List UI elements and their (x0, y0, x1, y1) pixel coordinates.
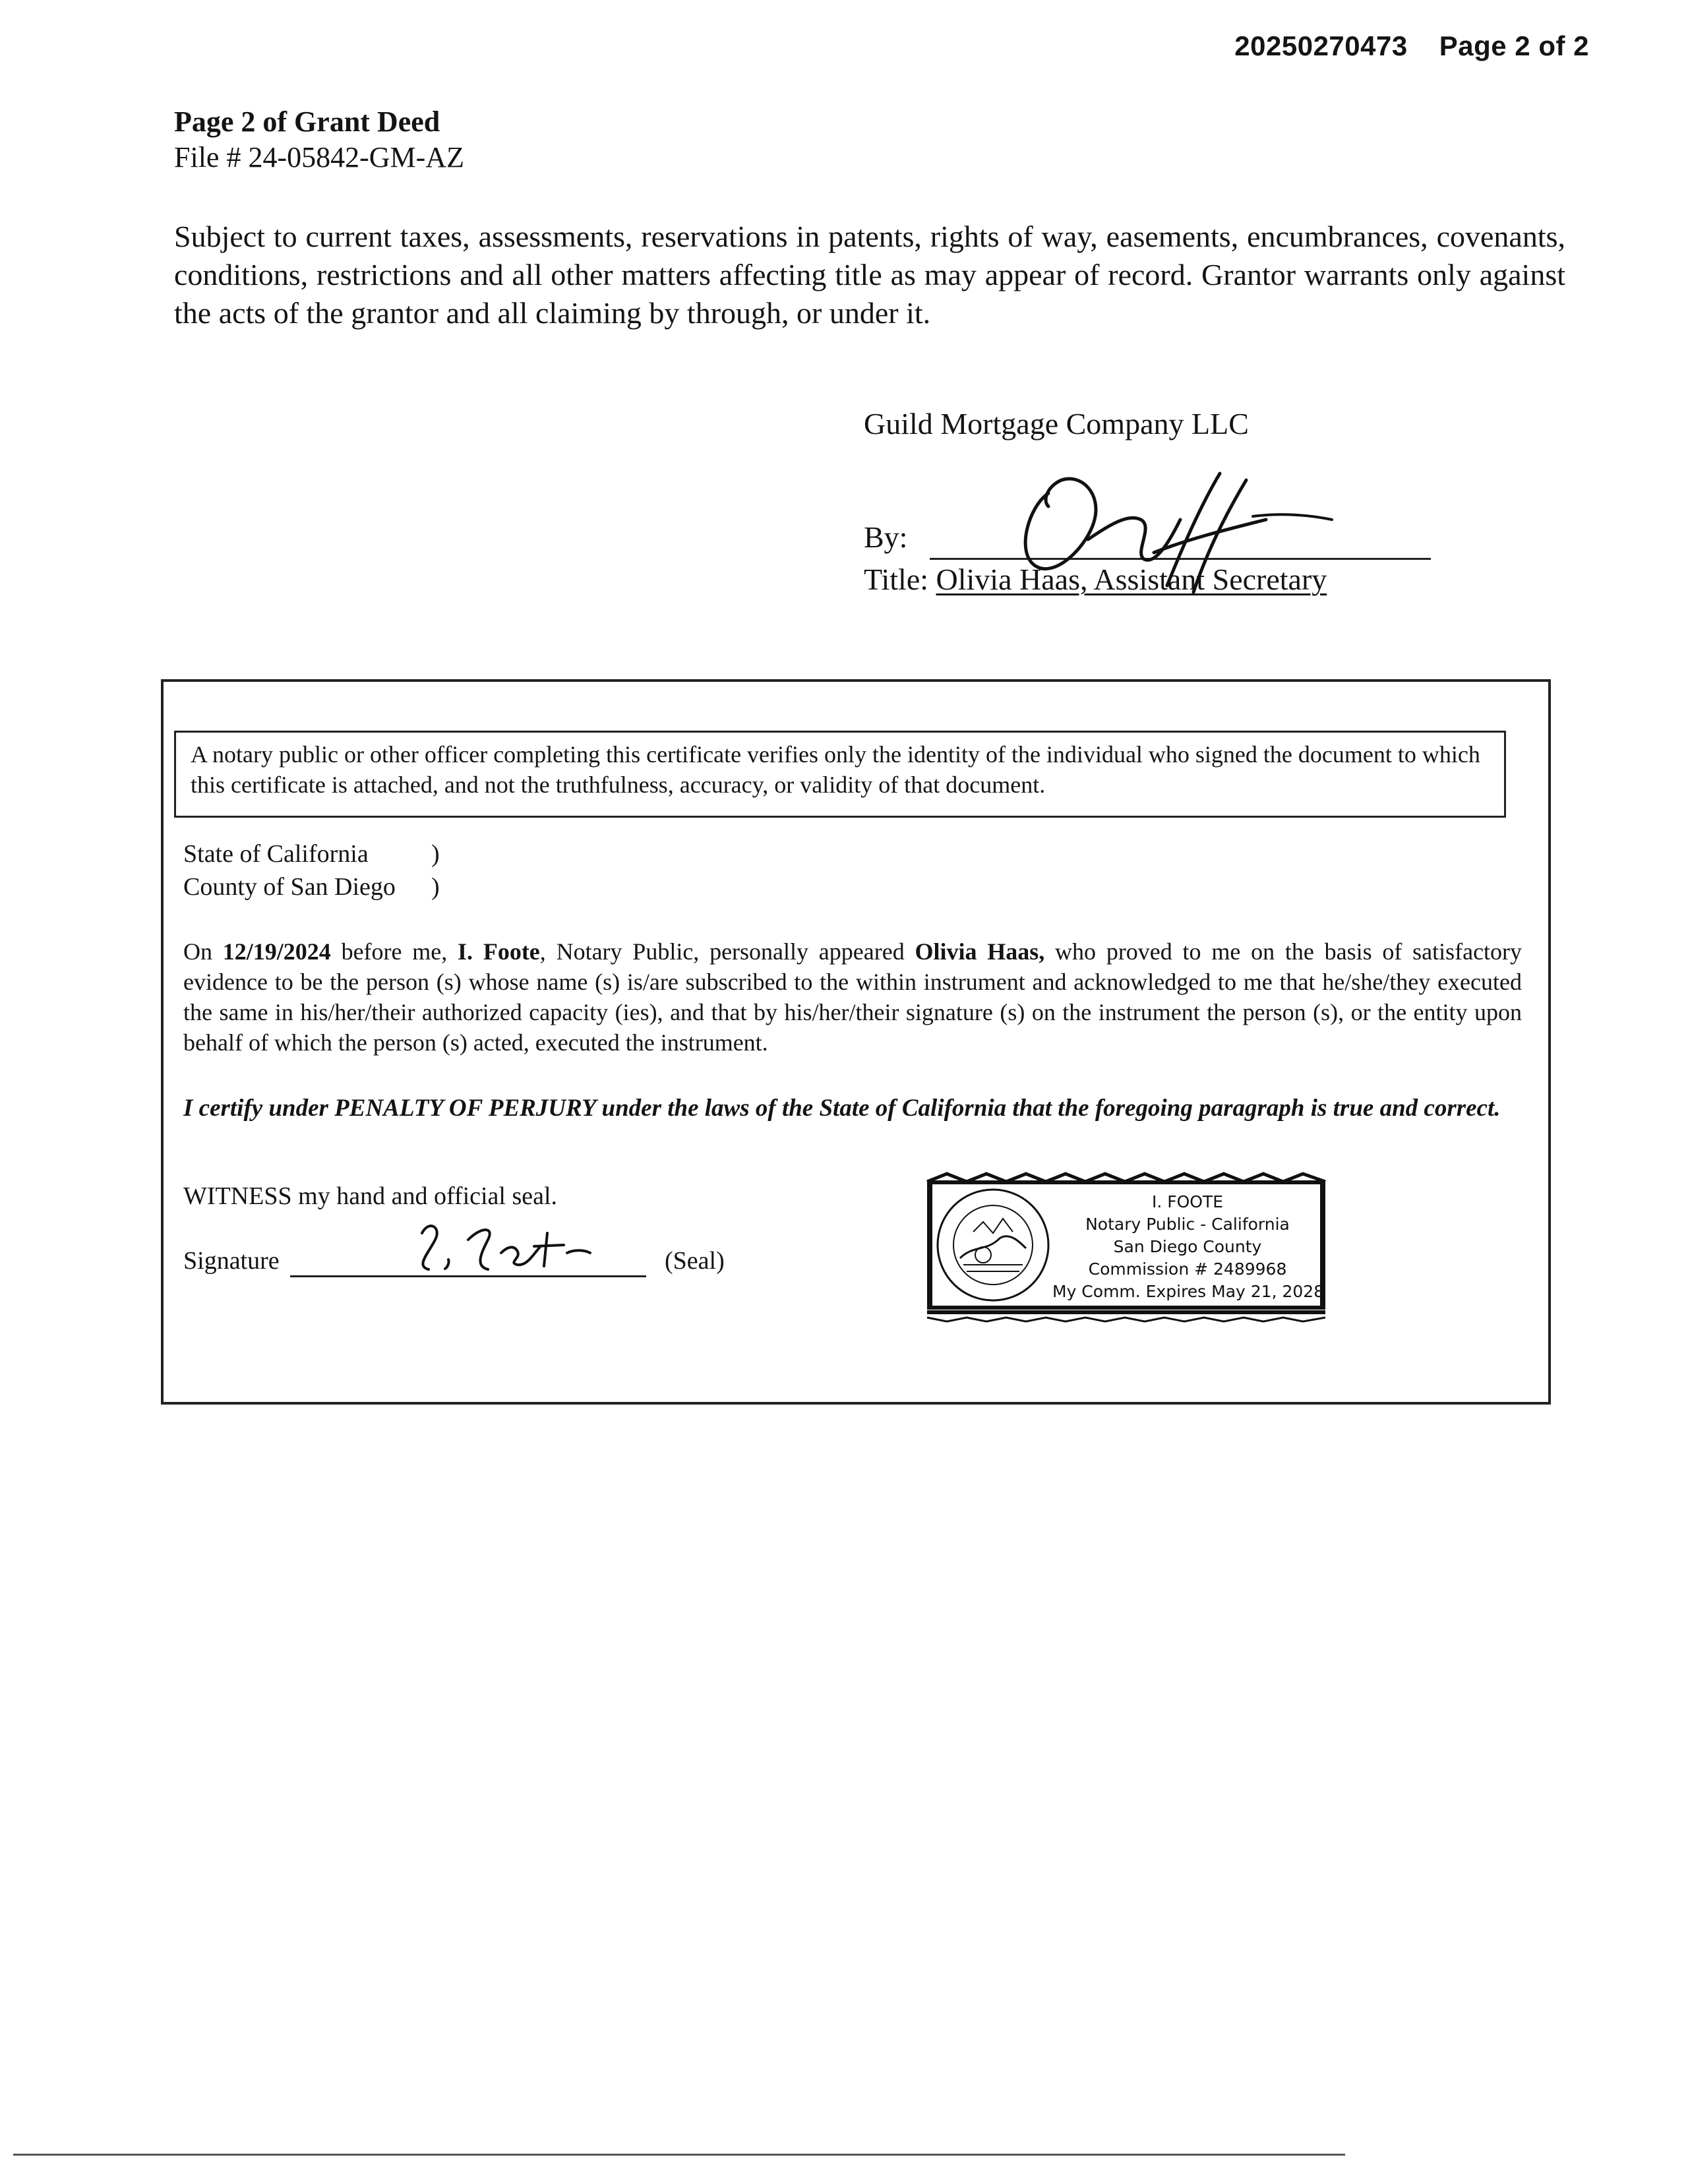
stamp-title: Notary Public - California (1085, 1215, 1290, 1234)
acknowledgment-paragraph (183, 936, 1522, 1058)
stamp-text (1052, 1191, 1323, 1303)
title-label: Title: (864, 562, 929, 596)
ack-person: Olivia Haas, (915, 938, 1045, 965)
witness-line: WITNESS my hand and official seal. (183, 1182, 558, 1210)
stamp-name: I. FOOTE (1151, 1192, 1224, 1211)
perjury-certification: I certify under PENALTY OF PERJURY under the laws of the State of California that the foregoing paragraph is true and correct. (183, 1095, 1501, 1122)
ack-on: On (183, 938, 212, 965)
stamp-commission: Commission # 2489968 (1088, 1259, 1287, 1279)
ack-date: 12/19/2024 (222, 938, 331, 965)
stamp-expiry: My Comm. Expires May 21, 2028 (1052, 1282, 1325, 1301)
notary-stamp (920, 1168, 1336, 1324)
grantor-company: Guild Mortgage Company LLC (864, 407, 1249, 440)
title-value: Olivia Haas, Assistant Secretary (936, 562, 1327, 596)
california-seal-icon (934, 1186, 1052, 1304)
venue-paren: ) (431, 873, 440, 901)
signature-label: Signature (183, 1247, 280, 1275)
ack-appeared: , Notary Public, personally appeared (539, 938, 905, 965)
page-title: Page 2 of Grant Deed (174, 106, 440, 138)
venue-state: State of California (183, 840, 369, 868)
ack-notary-name: I. Foote (458, 938, 540, 965)
venue-county: County of San Diego (183, 873, 396, 901)
ack-rest: who proved to me on the basis of satisfactory evidence to be the person (s) whose name (s) is/are subscribed to the within instrument and acknowledged to me that he/she/they executed the same in his/her/their authorized capacity (ies), and that by his/her/their signature (s) on the instrument the person (s), or the entity upon behalf of which the person (s) acted, executed the instrument. (183, 938, 1522, 1056)
notary-disclaimer: A notary public or other officer completing this certificate verifies only the identity of the individual who signed the document to which this certificate is attached, and not the truthfulness, accuracy, or validity of that document. (174, 731, 1506, 818)
venue-paren: ) (431, 840, 440, 868)
notary-signature-scribble (409, 1213, 607, 1279)
seal-label: (Seal) (665, 1247, 725, 1275)
by-label: By: (864, 520, 908, 554)
file-number: File # 24-05842-GM-AZ (174, 141, 464, 173)
stamp-county: San Diego County (1113, 1237, 1262, 1256)
grantor-signature-scribble (1002, 454, 1345, 605)
document-number: 20250270473 (1234, 30, 1408, 61)
ack-before: before me, (341, 938, 448, 965)
stamp-bottom-border (920, 1310, 1336, 1324)
recording-header (1234, 30, 1589, 62)
page-bottom-rule (13, 2154, 1345, 2156)
subject-paragraph: Subject to current taxes, assessments, reservations in patents, rights of way, easements, encumbrances, covenants, conditions, restrictions and all other matters affecting title as may appear of record. Grantor warrants only against the acts of the grantor and all claiming by through, or under it. (174, 220, 1565, 330)
deed-heading (174, 104, 464, 175)
venue-block (183, 837, 440, 903)
page-indicator: Page 2 of 2 (1439, 30, 1589, 61)
